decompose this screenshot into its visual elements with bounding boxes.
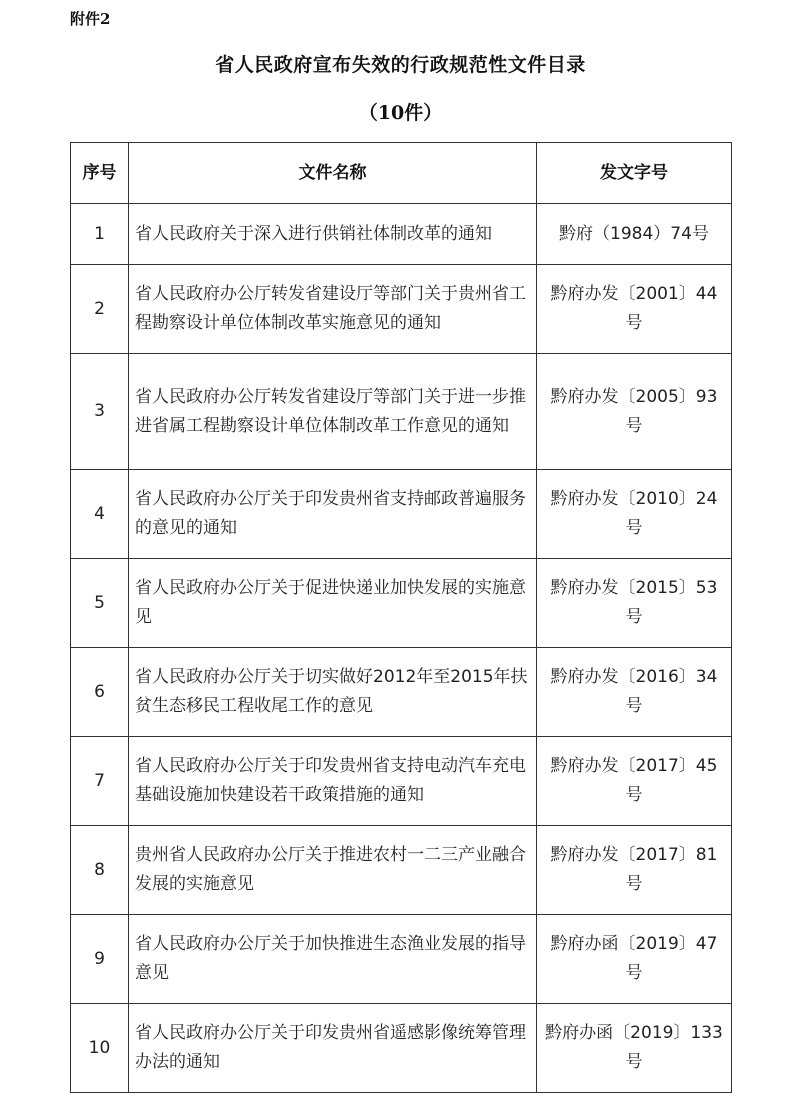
row-seq: 3 xyxy=(71,354,129,470)
row-seq: 8 xyxy=(71,826,129,915)
row-seq: 6 xyxy=(71,648,129,737)
row-name: 省人民政府办公厅关于促进快递业加快发展的实施意见 xyxy=(129,559,537,648)
table-row xyxy=(71,354,732,470)
row-docno: 黔府办发〔2017〕45号 xyxy=(537,737,732,826)
row-docno: 黔府（1984）74号 xyxy=(537,204,732,265)
table-row xyxy=(71,648,732,737)
row-docno: 黔府办发〔2015〕53号 xyxy=(537,559,732,648)
row-seq: 5 xyxy=(71,559,129,648)
row-seq: 10 xyxy=(71,1004,129,1093)
table-row xyxy=(71,265,732,354)
row-docno: 黔府办函〔2019〕47号 xyxy=(537,915,732,1004)
row-seq: 9 xyxy=(71,915,129,1004)
table-row xyxy=(71,826,732,915)
row-name: 省人民政府办公厅转发省建设厅等部门关于贵州省工程勘察设计单位体制改革实施意见的通知 xyxy=(129,265,537,354)
row-seq: 2 xyxy=(71,265,129,354)
table-row xyxy=(71,1004,732,1093)
table-row xyxy=(71,915,732,1004)
header-docno: 发文字号 xyxy=(537,143,732,204)
row-name: 贵州省人民政府办公厅关于推进农村一二三产业融合发展的实施意见 xyxy=(129,826,537,915)
row-name: 省人民政府办公厅转发省建设厅等部门关于进一步推进省属工程勘察设计单位体制改革工作意见的通知 xyxy=(129,354,537,470)
table-row xyxy=(71,559,732,648)
row-name: 省人民政府办公厅关于加快推进生态渔业发展的指导意见 xyxy=(129,915,537,1004)
row-name: 省人民政府办公厅关于印发贵州省支持邮政普遍服务的意见的通知 xyxy=(129,470,537,559)
row-name: 省人民政府办公厅关于印发贵州省遥感影像统筹管理办法的通知 xyxy=(129,1004,537,1093)
row-seq: 7 xyxy=(71,737,129,826)
row-seq: 1 xyxy=(71,204,129,265)
page-title: 省人民政府宣布失效的行政规范性文件目录 xyxy=(215,54,586,76)
row-docno: 黔府办发〔2010〕24号 xyxy=(537,470,732,559)
row-docno: 黔府办发〔2005〕93号 xyxy=(537,354,732,470)
row-docno: 黔府办发〔2017〕81号 xyxy=(537,826,732,915)
table-header-row xyxy=(71,143,732,204)
table-row xyxy=(71,470,732,559)
row-docno: 黔府办函〔2019〕133号 xyxy=(537,1004,732,1093)
header-seq: 序号 xyxy=(71,143,129,204)
document-count: （10件） xyxy=(358,102,443,124)
row-name: 省人民政府办公厅关于切实做好2012年至2015年扶贫生态移民工程收尾工作的意见 xyxy=(129,648,537,737)
table-row xyxy=(71,204,732,265)
row-seq: 4 xyxy=(71,470,129,559)
row-docno: 黔府办发〔2016〕34号 xyxy=(537,648,732,737)
table-row xyxy=(71,737,732,826)
attachment-label: 附件2 xyxy=(70,10,111,28)
row-docno: 黔府办发〔2001〕44号 xyxy=(537,265,732,354)
catalog-table xyxy=(70,142,732,1093)
row-name: 省人民政府关于深入进行供销社体制改革的通知 xyxy=(129,204,537,265)
row-name: 省人民政府办公厅关于印发贵州省支持电动汽车充电基础设施加快建设若干政策措施的通知 xyxy=(129,737,537,826)
header-name: 文件名称 xyxy=(129,143,537,204)
